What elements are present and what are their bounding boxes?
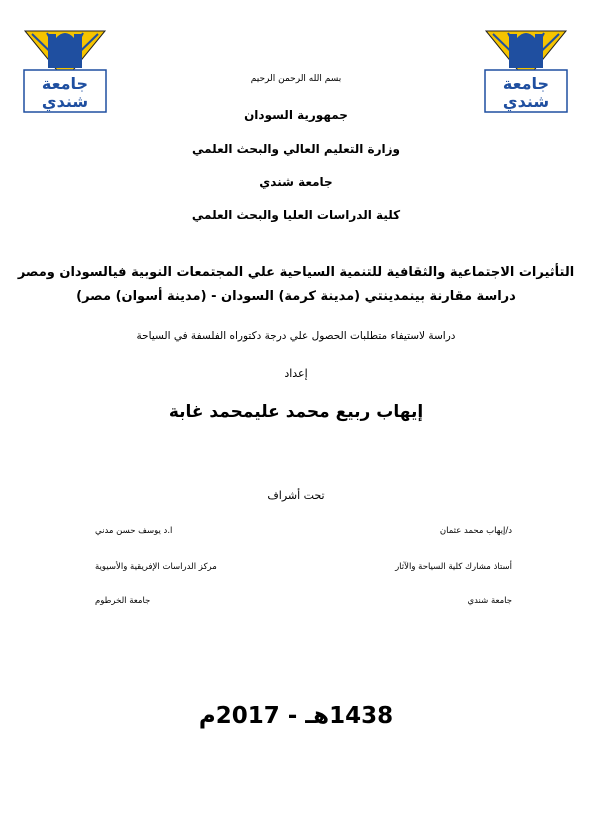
- university-logo-left: [22, 28, 108, 114]
- ministry-name: وزارة التعليم العالي والبحث العلمي: [191, 142, 401, 156]
- logo-text-line1: جامعة: [41, 74, 89, 93]
- supervisor2-institution: جامعة الخرطوم: [95, 596, 151, 606]
- logo-text-line2: شندي: [502, 92, 550, 111]
- supervisor1-name: د/إيهاب محمد عثمان: [439, 526, 512, 536]
- submission-date: 1438هـ - 2017م: [198, 703, 394, 729]
- supervisor1-title: أستاذ مشارك كلية السياحة والآثار: [395, 562, 512, 572]
- thesis-title-line2: دراسة مقارنة بينمدينتي (مدينة كرمة) السودان - (مدينة أسوان) مصر): [76, 289, 516, 304]
- prepared-by-label: إعداد: [284, 367, 308, 380]
- country-name: جمهورية السودان: [244, 108, 348, 122]
- university-name: جامعة شندي: [259, 175, 333, 189]
- thesis-title-line1: التأثيرات الاجتماعية والثقافية للتنمية السياحية علي المجتمعات النوبية فيالسودان ومصر: [17, 265, 575, 280]
- supervisor2-name: ا.د يوسف حسن مدني: [95, 526, 173, 536]
- faculty-name: كلية الدراسات العليا والبحث العلمي: [191, 208, 401, 222]
- thesis-purpose: دراسة لاستيفاء متطلبات الحصول علي درجة دكتوراه الفلسفة في السياحة: [136, 330, 456, 342]
- author-name: إيهاب ربيع محمد عليمحمد غابة: [168, 402, 424, 422]
- supervisor1-institution: جامعة شندي: [467, 596, 512, 606]
- supervision-heading: تحت أشراف: [267, 489, 325, 502]
- university-logo-right: [483, 28, 569, 114]
- logo-text-line2: شندي: [41, 92, 89, 111]
- supervisor2-title: مركز الدراسات الإفريقية والأسيوية: [95, 562, 217, 572]
- logo-text-line1: جامعة: [502, 74, 550, 93]
- basmala: بسم الله الرحمن الرحيم: [250, 74, 342, 84]
